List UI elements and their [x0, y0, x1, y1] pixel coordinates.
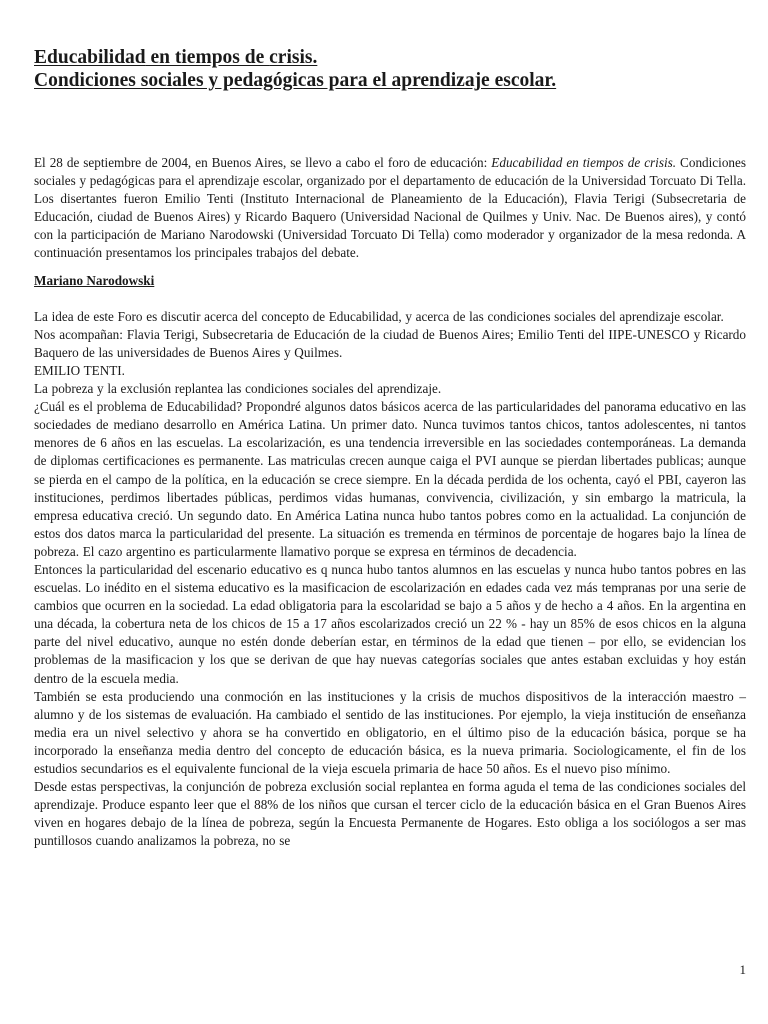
paragraph-escenario: Entonces la particularidad del escenario educativo es q nunca hubo tantos alumnos en las escuelas y nunca hubo tantos pobres en las escuelas. Lo inédito en el sistema educativo es la masificacion de escolarización en edades cada vez más tempranas por una serie de cambios que ocurren en la sociedad. La edad obligatoria para la escolaridad se bajo a 5 años y de hecho a 4 años. En la argentina en una década, la cobertura neta de los chicos de 15 a 17 años escolarizados creció un 22 % - hay un 85% de esos chicos en la alguna parte del nivel educativo, aunque no estén donde deberían estar, en términos de la edad que tienen – por ello, se evidencian los problemas de la masificacion y los que se derivan de que hay nuevas categorías sociales que antes estaban excluidas y hoy están dentro de la escuela media.	[34, 561, 746, 686]
intro-text-after: Condiciones sociales y pedagógicas para el aprendizaje escolar, organizado por el departamento de educación de la Universidad Torcuato Di Tella. Los disertantes fueron Emilio Tenti (Instituto Internacional de Planeamiento de la Educación), Flavia Terigi (Subsecretaria de Educación, ciudad de Buenos Aires) y Ricardo Baquero (Universidad Nacional de Quilmes y Univ. Nac. De Buenos aires), y contó con la participación de Mariano Narodowski (Universidad Torcuato Di Tella) como moderador y organizador de la mesa redonda. A continuación presentamos los principales trabajos del debate.	[34, 155, 746, 261]
title-middle-text: en tiempos de	[145, 47, 270, 68]
title-line-1	[34, 46, 746, 69]
page-number: 1	[739, 962, 746, 977]
document-title	[34, 46, 746, 92]
intro-text-before: El 28 de septiembre de 2004, en Buenos Aires, se llevo a cabo el foro de educación:	[34, 155, 492, 170]
title-bold-educabilidad: Educabilidad	[34, 47, 146, 68]
paragraph-pobreza: La pobreza y la exclusión replantea las condiciones sociales del aprendizaje.	[34, 381, 442, 397]
title-line-2: Condiciones sociales y pedagógicas para el aprendizaje escolar.	[34, 70, 557, 91]
section-heading: Mariano Narodowski	[34, 272, 155, 288]
paragraph-foro: La idea de este Foro es discutir acerca del concepto de Educabilidad, y acerca de las condiciones sociales del aprendizaje escolar.	[34, 308, 724, 324]
paragraph-problema: ¿Cuál es el problema de Educabilidad? Propondré algunos datos básicos acerca de las particularidades del panorama educativo en las sociedades de mediano desarrollo en América Latina. Un primer dato. Nunca tuvimos tantos chicos, tantos adolescentes, ni tantos menores de 6 años en las escuelas. La escolarización, es una tendencia irreversible en las sociedades contemporáneas. La demanda de diplomas certificaciones es permanente. Las matriculas crecen aunque caiga el PVI aunque se pierdan libertades publicas; aunque se pierda en el campo de la política, en la educación se crece siempre. En la década perdida de los ochenta, cayó el PBI, cayeron las instituciones, perdimos libertades públicas, perdimos vidas humanas, convivencia, civilización, y sin embargo la matricula, la empresa educativa creció. Un segundo dato. En América Latina nunca hubo tantos pobres como en la actualidad. La conjunción de estos dos datos marca la particularidad del presente. La situación es tremenda en términos de porcentaje de hogares bajo la línea de pobreza. El cazo argentino es particularmente llamativo porque se expresa en términos de decadencia.	[34, 399, 746, 559]
paragraph-perspectivas: Desde estas perspectivas, la conjunción de pobreza exclusión social replantea en forma aguda el tema de las condiciones sociales del aprendizaje. Produce espanto leer que el 88% de los niños que cursan el tercer ciclo de la educación básica en el Gran Buenos Aires viven en hogares debajo de la línea de pobreza, según la Encuesta Permanente de Hogares. Esto obliga a los sociólogos a ser mas puntillosos cuando analizamos la pobreza, no se	[34, 779, 746, 849]
intro-italic-title: Educabilidad en tiempos de crisis.	[491, 155, 677, 170]
paragraph-acompanan: Nos acompañan: Flavia Terigi, Subsecretaria de Educación de la ciudad de Buenos Aires; Emilio Tenti del IIPE-UNESCO y Ricardo Baquero de las universidades de Buenos Aires y Quilmes.	[34, 326, 746, 360]
intro-paragraph	[34, 154, 746, 263]
paragraph-speaker: EMILIO TENTI.	[34, 362, 125, 378]
title-bold-crisis: crisis.	[269, 47, 318, 68]
document-page	[34, 46, 746, 850]
paragraph-instituciones: También se esta produciendo una conmoción en las instituciones y la crisis de muchos dispositivos de la interacción maestro – alumno y de los sistemas de evaluación. Ha cambiado el sentido de las instituciones. Por ejemplo, la vieja institución de enseñanza media era un nivel selectivo y ahora se ha convertido en obligatorio, en el último piso de la educación básica, porque se ha incorporado la enseñanza media dentro del concepto de educación básica, es la nueva primaria. Sociologicamente, el fin de los estudios secundarios es el equivalente funcional de la vieja escuela primaria de hace 50 años. Es el nuevo piso mínimo.	[34, 688, 746, 776]
section-body	[34, 308, 746, 851]
